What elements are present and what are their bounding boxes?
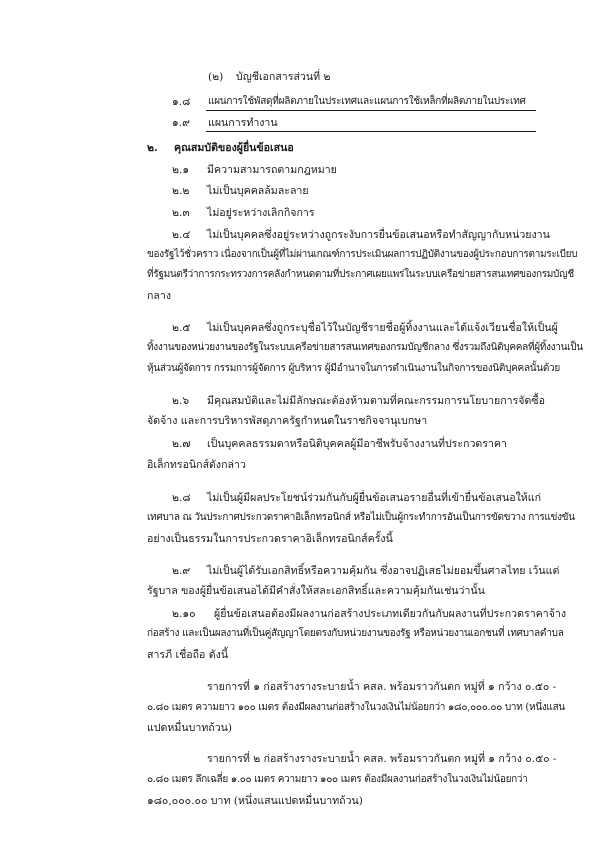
- item-2-10-number: ๒.๑๐: [172, 608, 196, 620]
- list-item-1-line: ๐.๘๐ เมตร ความยาว ๑๐๐ เมตร ต้องมีผลงานก่อสร้างในวงเงินไม่น้อยกว่า ๑๘๐,๐๐๐.๐๐ บาท (หนึ่งแสน: [147, 702, 565, 713]
- item-2-10-line: ผู้ยื่นข้อเสนอต้องมีผลงานก่อสร้างประเภทเดียวกันกับผลงานที่ประกวดราคาจ้าง: [214, 608, 567, 620]
- item-2-2-number: ๒.๒: [172, 185, 190, 197]
- item-1-7-sub-number: (๒): [208, 71, 224, 83]
- item-1-9-underline: [206, 131, 536, 132]
- item-2-5-line: ทิ้งงานของหน่วยงานของรัฐในระบบเครือข่ายสารสนเทศของกรมบัญชีกลาง ซึ่งรวมถึงนิติบุคคลที่ผู้ทิ้งงานเป็น: [147, 342, 583, 353]
- list-item-1-line: รายการที่ ๑ ก่อสร้างรางระบายน้ำ คสล. พร้อมราวกันตก หมู่ที่ ๑ กว้าง ๐.๕๐ -: [207, 681, 557, 693]
- item-2-3-number: ๒.๓: [172, 207, 190, 219]
- item-2-4-number: ๒.๔: [172, 229, 191, 241]
- item-2-5-line: หุ้นส่วนผู้จัดการ กรรมการผู้จัดการ ผู้บริหาร ผู้มีอำนาจในการดำเนินงานในกิจการของนิติบุคคลนั้นด้วย: [147, 363, 560, 374]
- item-2-4-line: ที่รัฐมนตรีว่าการกระทรวงการคลังกำหนดตามที่ประกาศเผยแพร่ในระบบเครือข่ายสารสนเทศของกรมบัญชี: [147, 269, 574, 280]
- item-2-3-text: ไม่อยู่ระหว่างเลิกกิจการ: [207, 207, 315, 219]
- list-item-1-line: แปดหมื่นบาทถ้วน): [147, 722, 233, 734]
- item-1-9-number: ๑.๙: [172, 117, 190, 129]
- item-2-5-line: ไม่เป็นบุคคลซึ่งถูกระบุชื่อไว้ในบัญชีรายชื่อผู้ทิ้งงานและได้แจ้งเวียนชื่อให้เป็นผู้: [207, 322, 558, 334]
- list-item-2-line: รายการที่ ๒ ก่อสร้างรางระบายน้ำ คสล. พร้อมราวกันตก หมู่ที่ ๑ กว้าง ๐.๕๐ -: [207, 753, 557, 765]
- item-2-8-line: อย่างเป็นธรรมในการประกวดราคาอิเล็กทรอนิกส์ครั้งนี้: [147, 533, 393, 545]
- item-2-1-number: ๒.๑: [172, 164, 190, 176]
- item-2-6-line: จัดจ้าง และการบริหารพัสดุภาครัฐกำหนดในราชกิจจานุเบกษา: [147, 415, 428, 427]
- item-2-9-line: ไม่เป็นผู้ได้รับเอกสิทธิ์หรือความคุ้มกัน ซึ่งอาจปฏิเสธไม่ยอมขึ้นศาลไทย เว้นแต่: [207, 565, 560, 577]
- item-2-4-line: ไม่เป็นบุคคลซึ่งอยู่ระหว่างถูกระงับการยื่นข้อเสนอหรือทำสัญญากับหน่วยงาน: [207, 229, 550, 241]
- item-1-8-text: แผนการใช้พัสดุที่ผลิตภายในประเทศและแผนการใช้เหล็กที่ผลิตภายในประเทศ: [208, 96, 526, 107]
- list-item-2-line: ๑๘๐,๐๐๐.๐๐ บาท (หนึ่งแสนแปดหมื่นบาทถ้วน): [147, 795, 363, 807]
- item-2-1-text: มีความสามารถตามกฎหมาย: [207, 164, 337, 176]
- item-2-4-line: ของรัฐไว้ชั่วคราว เนื่องจากเป็นผู้ที่ไม่ผ่านเกณฑ์การประเมินผลการปฏิบัติงานของผู้ประกอบการตามระเบียบ: [147, 249, 578, 260]
- item-2-9-line: รัฐบาล ของผู้ยื่นข้อเสนอได้มีคำสั่งให้สละเอกสิทธิ์และความคุ้มกันเช่นว่านั้น: [147, 585, 485, 597]
- item-2-7-line: อิเล็กทรอนิกส์ดังกล่าว: [147, 459, 246, 471]
- item-2-6-line: มีคุณสมบัติและไม่มีลักษณะต้องห้ามตามที่คณะกรรมการนโยบายการจัดซื้อ: [207, 395, 545, 407]
- item-1-7-sub-text: บัญชีเอกสารส่วนที่ ๒: [236, 71, 331, 83]
- item-2-8-line: เทศบาล ณ วันประกาศประกวดราคาอิเล็กทรอนิกส์ หรือไม่เป็นผู้กระทำการอันเป็นการขัดขวาง การแข่งขัน: [147, 512, 575, 523]
- item-2-10-line: ก่อสร้าง และเป็นผลงานที่เป็นคู่สัญญาโดยตรงกับหน่วยงานของรัฐ หรือหน่วยงานเอกชนที่ เทศบาลตำบล: [147, 628, 564, 639]
- item-2-5-number: ๒.๕: [172, 322, 191, 334]
- item-1-8-underline: [206, 110, 536, 111]
- item-2-8-number: ๒.๘: [172, 492, 191, 504]
- item-2-6-number: ๒.๖: [172, 395, 190, 407]
- item-2-2-text: ไม่เป็นบุคคลล้มละลาย: [207, 185, 309, 197]
- item-2-4-line: กลาง: [147, 290, 172, 302]
- item-2-7-line: เป็นบุคคลธรรมดาหรือนิติบุคคลผู้มีอาชีพรับจ้างงานที่ประกวดราคา: [207, 438, 507, 450]
- item-2-10-line: สารภี เชื่อถือ ดังนี้: [147, 649, 229, 661]
- item-1-8-number: ๑.๘: [172, 96, 191, 108]
- item-2-9-number: ๒.๙: [172, 565, 191, 577]
- item-2-8-line: ไม่เป็นผู้มีผลประโยชน์ร่วมกันกับผู้ยื่นข้อเสนอรายอื่นที่เข้ายื่นข้อเสนอให้แก่: [207, 492, 541, 504]
- section-2-title: คุณสมบัติของผู้ยื่นข้อเสนอ: [174, 142, 294, 154]
- list-item-2-line: ๐.๘๐ เมตร ลึกเฉลี่ย ๑.๐๐ เมตร ความยาว ๑๐๐ เมตร ต้องมีผลงานก่อสร้างในวงเงินไม่น้อยกว่า: [147, 774, 528, 785]
- item-1-9-text: แผนการทำงาน: [208, 117, 278, 129]
- item-2-7-number: ๒.๗: [172, 438, 191, 450]
- section-2-number: ๒.: [147, 142, 158, 154]
